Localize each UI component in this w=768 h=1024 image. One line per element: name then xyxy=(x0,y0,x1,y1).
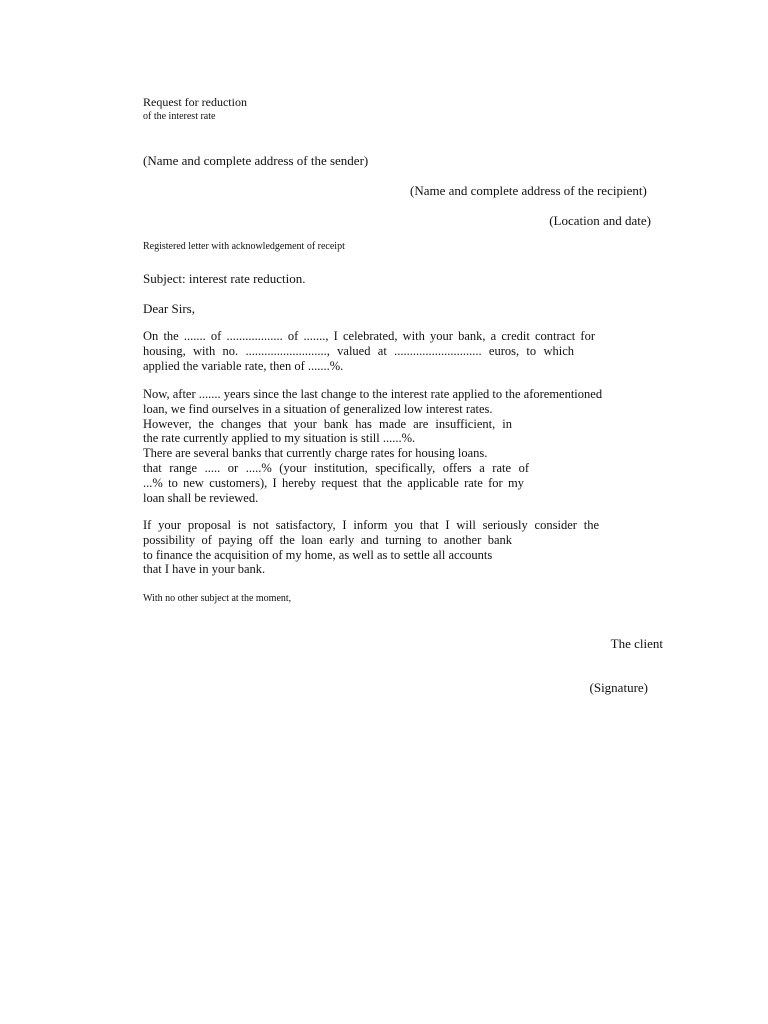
paragraph-line: ...% to new customers), I hereby request that the applicable rate for my xyxy=(143,475,524,490)
sender-address-placeholder: (Name and complete address of the sender) xyxy=(143,153,369,168)
client-label: The client xyxy=(610,636,663,651)
paragraph-line: Now, after ....... years since the last change to the interest rate applied to the aforementioned xyxy=(143,387,603,401)
paragraph-line: applied the variable rate, then of .......%. xyxy=(143,358,344,373)
paragraph-line: possibility of paying off the loan early and turning to another bank xyxy=(143,532,512,547)
salutation: Dear Sirs, xyxy=(143,301,195,316)
paragraph-line: that range ..... or .....% (your institution, specifically, offers a rate of xyxy=(143,460,529,475)
paragraph-line: However, the changes that your bank has made are insufficient, in xyxy=(143,416,512,431)
paragraph-line: loan shall be reviewed. xyxy=(143,490,259,505)
registered-letter-note: Registered letter with acknowledgement of receipt xyxy=(143,241,345,252)
paragraph-line: to finance the acquisition of my home, as well as to settle all accounts xyxy=(143,547,493,562)
location-date-placeholder: (Location and date) xyxy=(549,213,651,228)
paragraph-rate-request xyxy=(143,387,603,505)
paragraph-contract-details xyxy=(143,329,595,373)
letter-title-line1: Request for reduction xyxy=(143,95,247,109)
paragraph-line: On the ....... of .................. of ......., I celebrated, with your bank, a credit contract for xyxy=(143,329,595,343)
subject-line: Subject: interest rate reduction. xyxy=(143,271,306,286)
letter-title-line2: of the interest rate xyxy=(143,111,216,122)
paragraph-line: There are several banks that currently charge rates for housing loans. xyxy=(143,446,488,461)
paragraph-line: loan, we find ourselves in a situation of generalized low interest rates. xyxy=(143,401,493,416)
paragraph-line: the rate currently applied to my situation is still ......%. xyxy=(143,431,416,446)
paragraph-line: that I have in your bank. xyxy=(143,562,266,577)
recipient-address-placeholder: (Name and complete address of the recipient) xyxy=(410,183,647,198)
closing-line: With no other subject at the moment, xyxy=(143,593,292,604)
paragraph-line: housing, with no. .........................., valued at ............................ euros, to which xyxy=(143,343,574,358)
signature-placeholder: (Signature) xyxy=(589,680,648,695)
paragraph-line: If your proposal is not satisfactory, I inform you that I will seriously consider the xyxy=(143,518,599,532)
paragraph-warning xyxy=(143,518,599,577)
